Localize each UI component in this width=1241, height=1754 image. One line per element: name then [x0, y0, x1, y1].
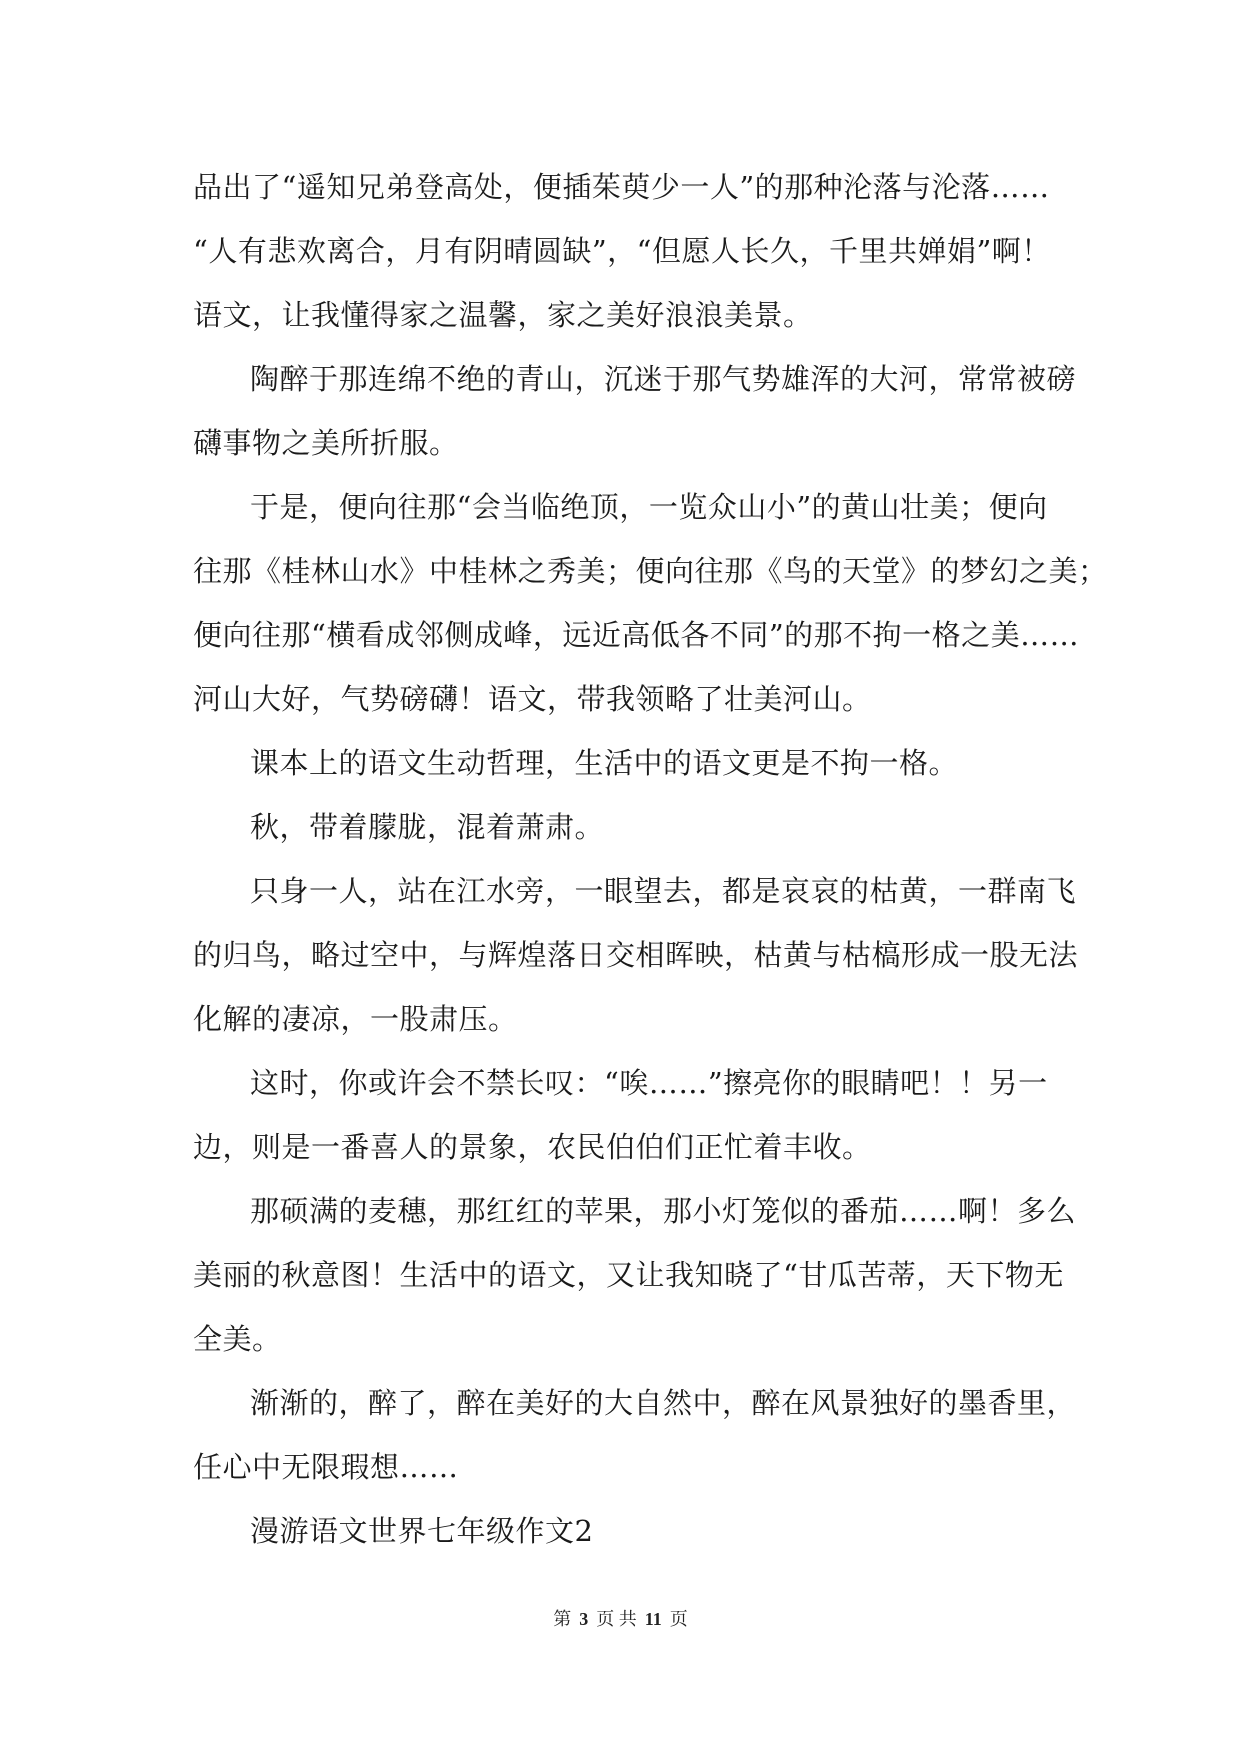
text-line: 边，则是一番喜人的景象，农民伯伯们正忙着丰收。 — [193, 1130, 872, 1164]
article-body — [193, 155, 1108, 1563]
text-line: 礴事物之美所折服。 — [193, 426, 459, 460]
total-pages-number: 11 — [644, 1609, 662, 1629]
paragraph-start: 课本上的语文生动哲理，生活中的语文更是不拘一格。 — [250, 746, 959, 780]
paragraph-start: 只身一人，站在江水旁，一眼望去，都是哀哀的枯黄，一群南飞 — [250, 874, 1077, 908]
current-page-number: 3 — [579, 1609, 589, 1629]
paragraph-start: 那硕满的麦穗，那红红的苹果，那小灯笼似的番茄……啊！多么 — [250, 1194, 1077, 1228]
text-line: 品出了“遥知兄弟登高处，便插茱萸少一人”的那种沦落与沦落…… — [193, 170, 1050, 204]
page-footer — [0, 1605, 1241, 1631]
text-line: “人有悲欢离合，月有阴晴圆缺”，“但愿人长久，千里共婵娟”啊！ — [193, 234, 1051, 268]
text-line: 全美。 — [193, 1322, 282, 1356]
paragraph-start: 秋，带着朦胧，混着萧肃。 — [250, 810, 605, 844]
text-line: 化解的凄凉，一股肃压。 — [193, 1002, 518, 1036]
text-line: 任心中无限瑕想…… — [193, 1450, 459, 1484]
paragraph-start: 渐渐的，醉了，醉在美好的大自然中，醉在风景独好的墨香里， — [250, 1386, 1077, 1420]
text-line: 河山大好，气势磅礴！语文，带我领略了壮美河山。 — [193, 682, 872, 716]
text-line: 的归鸟，略过空中，与辉煌落日交相晖映，枯黄与枯槁形成一股无法 — [193, 938, 1079, 972]
section-heading: 漫游语文世界七年级作文2 — [250, 1514, 594, 1548]
paragraph-start: 于是，便向往那“会当临绝顶，一览众山小”的黄山壮美；便向 — [250, 490, 1048, 524]
text-line: 美丽的秋意图！生活中的语文，又让我知晓了“甘瓜苦蒂，天下物无 — [193, 1258, 1064, 1292]
footer-suffix: 页 — [669, 1609, 688, 1629]
footer-prefix: 第 — [553, 1609, 572, 1629]
footer-mid: 页 共 — [596, 1609, 637, 1629]
text-line: 便向往那“横看成邻侧成峰，远近高低各不同”的那不拘一格之美…… — [193, 618, 1080, 652]
text-line: 往那《桂林山水》中桂林之秀美；便向往那《鸟的天堂》的梦幻之美； — [193, 554, 1108, 588]
paragraph-start: 陶醉于那连绵不绝的青山，沉迷于那气势雄浑的大河，常常被磅 — [250, 362, 1077, 396]
text-line: 语文，让我懂得家之温馨，家之美好浪浪美景。 — [193, 298, 813, 332]
paragraph-start: 这时，你或许会不禁长叹：“唉……”擦亮你的眼睛吧！！另一 — [250, 1066, 1048, 1100]
